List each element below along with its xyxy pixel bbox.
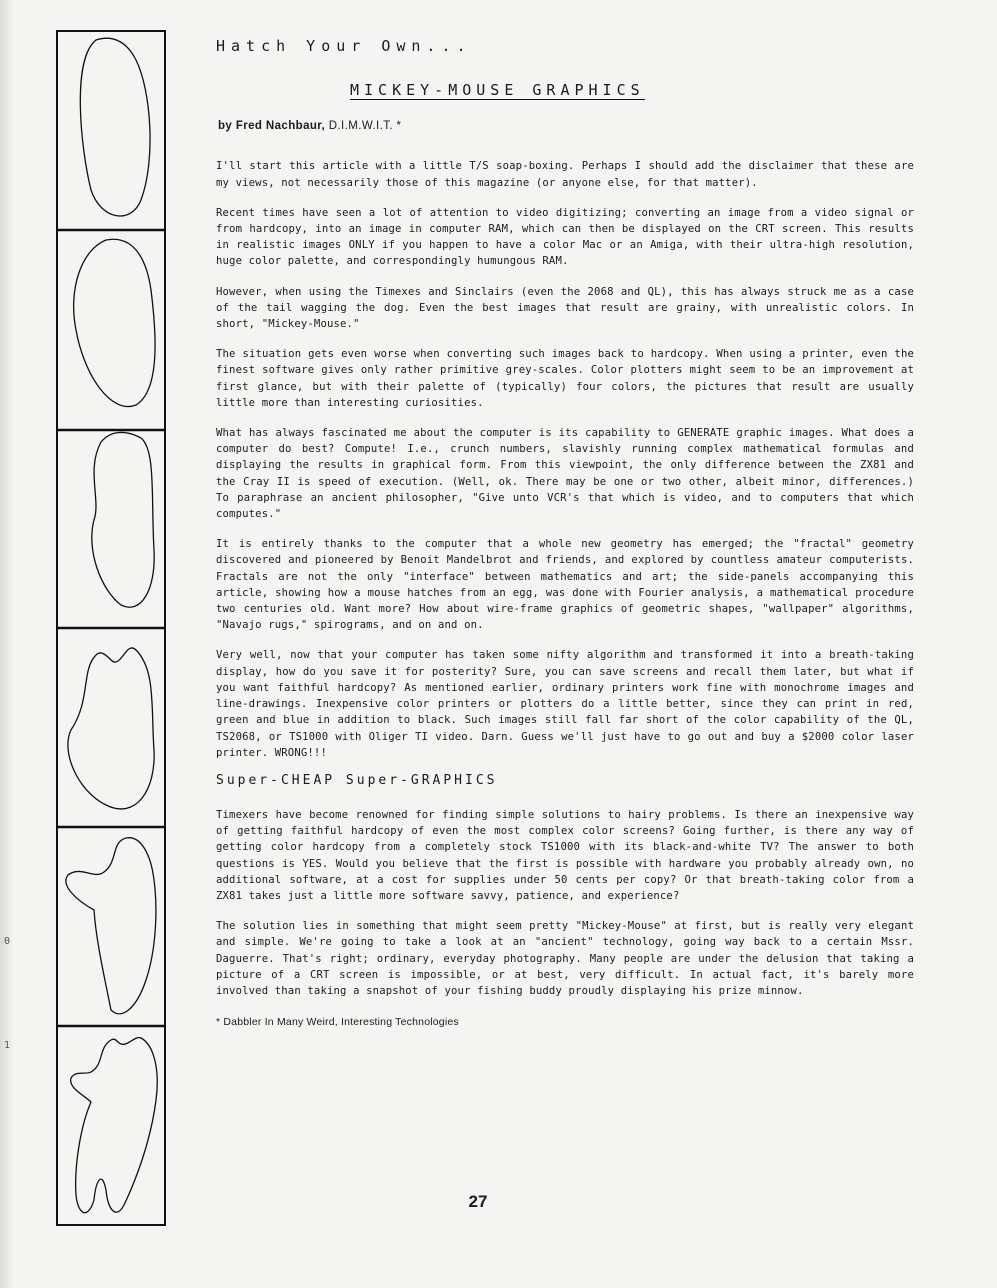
- paragraph: Timexers have become renowned for finding simple solutions to hairy problems. Is there an inexpensive way of getting faithful hardcopy of even the most complex color screens? Going further, is there any way of getting color hardcopy from a completely stock TS1000 with its black-and-white TV? The answer to both questions is YES. Would you believe that the first is possible with hardware you probably already own, no additional software, at a cost for supplies under 50 cents per copy? Or that breath-taking color from a ZX81 takes just a little more software savvy, patience, and experience?: [216, 808, 914, 902]
- byline: [218, 118, 914, 134]
- paragraph: The solution lies in something that might seem pretty "Mickey-Mouse" at first, but is really very elegant and simple. We're going to take a look at an "ancient" technology, going way back to a certain Mssr. Daguerre. That's right; ordinary, everyday photography. Many people are under the delusion that taking a picture of a CRT screen is impossible, or at best, very difficult. In actual fact, it's barely more involved than taking a snapshot of your fishing buddy proudly displaying his prize minnow.: [216, 920, 914, 997]
- mouse-shape-1: [66, 838, 156, 1014]
- paragraph: It is entirely thanks to the computer that a whole new geometry has emerged; the "fractal" geometry discovered and pioneered by Benoit Mandelbrot and friends, and explored by countless amateur computerists. Fractals are not the only "interface" between mathematics and art; the side-panels accompanying this article, showing how a mouse hatches from an egg, was done with Fourier analysis, a mathematical procedure two centuries old. Want more? How about wire-frame graphics of geometric shapes, "wallpaper" algorithms, "Navajo rugs," spirograms, and on and on.: [216, 538, 914, 632]
- page-number: 27: [468, 1192, 488, 1211]
- footnote: * Dabbler In Many Weird, Interesting Technologies: [216, 1016, 459, 1029]
- article-kicker: Hatch Your Own...: [216, 37, 472, 55]
- paragraph: What has always fascinated me about the computer is its capability to GENERATE graphic images. What does a computer do best? Compute! I.e., crunch numbers, slavishly running complex mathematical formulas and displaying the results in graphical form. From this viewpoint, the only difference between the ZX81 and the Cray II is speed of execution. (Well, ok. There may be one or two other, albeit minor, differences.) To paraphrase an ancient philosopher, "Give unto VCR's that which is video, and to computers that which computes.": [216, 427, 914, 521]
- egg-shape-3: [92, 432, 154, 607]
- paragraph: Very well, now that your computer has taken some nifty algorithm and transformed it into a breath-taking display, how do you save it for posterity? Sure, you can save screens and recall them later, but what if you want faithful hardcopy? As mentioned earlier, ordinary printers work fine with monochrome images and line-drawings. Inexpensive color printers or plotters do a little better, since they can print in red, green and blue in addition to black. Such images still fall far short of the color capability of the QL, TS2068, or TS1000 with Oliger TI video. Darn. Guess we'll just have to go out and buy a $2000 color laser printer. WRONG!!!: [216, 649, 914, 759]
- egg-shape-1: [80, 38, 150, 216]
- article-title: MICKEY-MOUSE GRAPHICS: [350, 81, 645, 99]
- paragraph: The situation gets even worse when converting such images back to hardcopy. When using a printer, even the finest software gives only rather primitive grey-scales. Color plotters might seem to be an improvement at first glance, but with their palette of (typically) four colors, the pictures that result are usually little more than interesting curiosities.: [216, 348, 914, 409]
- byline-credential: D.I.M.W.I.T. *: [328, 120, 402, 133]
- mouse-shape-2: [71, 1038, 158, 1213]
- egg-shape-4: [68, 648, 154, 809]
- paragraph: However, when using the Timexes and Sinclairs (even the 2068 and QL), this has always struck me as a case of the tail wagging the dog. Even the best images that result are grainy, with unrealistic colors. In short, "Mickey-Mouse.": [216, 285, 914, 331]
- section-heading: Super-CHEAP Super-GRAPHICS: [216, 772, 498, 788]
- page-binding-edge: [0, 0, 14, 1288]
- edge-mark: 1: [4, 1040, 11, 1051]
- paragraph: Recent times have seen a lot of attention to video digitizing; converting an image from a video signal or from hardcopy, into an image in computer RAM, which can then be displayed on the CRT screen. This results in realistic images ONLY if you happen to have a color Mac or an Amiga, with their ultra-high resolution, huge color palette, and correspondingly humungous RAM.: [216, 206, 914, 268]
- paragraph: I'll start this article with a little T/S soap-boxing. Perhaps I should add the disclaimer that these are my views, not necessarily those of this magazine (or anyone else, for that matter).: [216, 160, 914, 189]
- byline-author: by Fred Nachbaur,: [218, 120, 326, 133]
- side-panel-strip: [56, 30, 166, 1226]
- egg-shape-2: [74, 239, 155, 406]
- article: [216, 38, 914, 1030]
- egg-to-mouse-illustration: [56, 30, 166, 1226]
- edge-mark: 0: [4, 936, 11, 947]
